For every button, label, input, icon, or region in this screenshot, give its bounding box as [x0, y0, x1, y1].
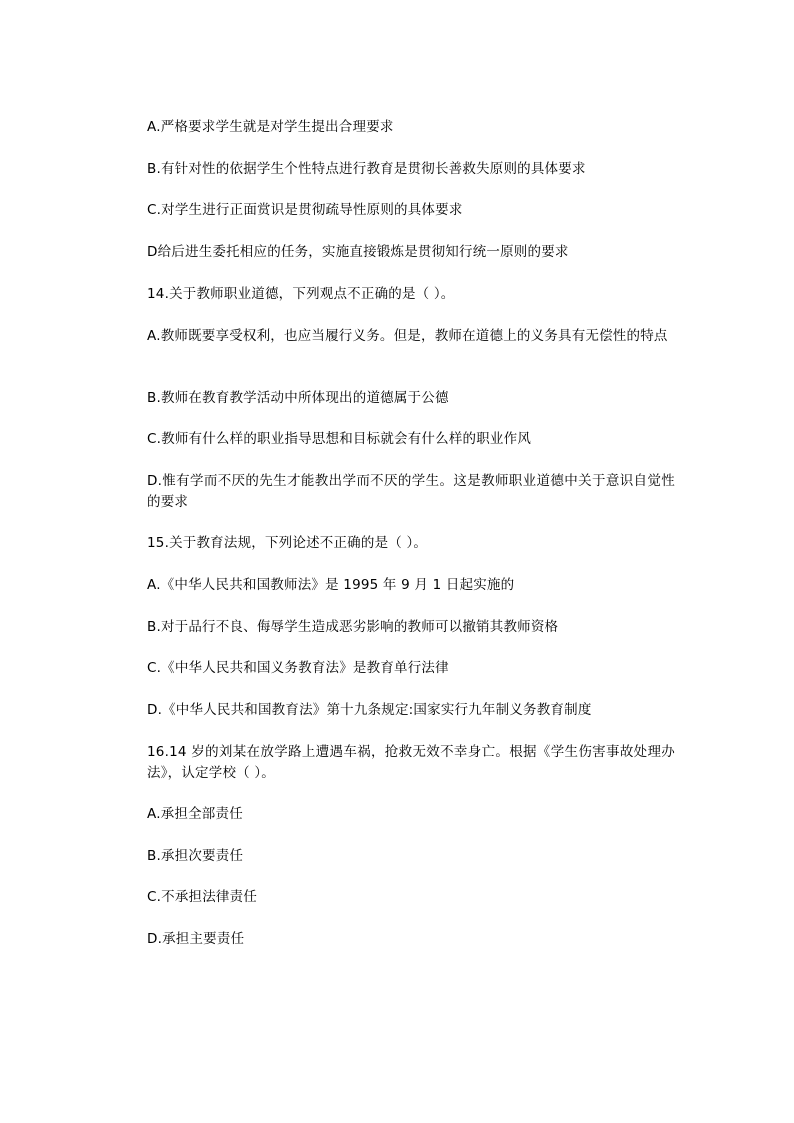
- q15-option-b: B.对于品行不良、侮辱学生造成恶劣影响的教师可以撤销其教师资格: [147, 619, 559, 635]
- q16-option-a: A.承担全部责任: [147, 806, 243, 822]
- q16-option-c: C.不承担法律责任: [147, 889, 258, 905]
- q15-option-a: A.《中华人民共和国教师法》是 1995 年 9 月 1 日起实施的: [147, 577, 515, 593]
- q16-stem: 16.14 岁的刘某在放学路上遭遇车祸，抢救无效不幸身亡。根据《学生伤害事故处理办法》，认定学校（ ）。: [147, 744, 675, 781]
- q14-stem: 14.关于教师职业道德，下列观点不正确的是（ ）。: [147, 286, 455, 302]
- q16-option-b: B.承担次要责任: [147, 848, 244, 864]
- q14-option-a: A.教师既要享受权利，也应当履行义务。但是，教师在道德上的义务具有无偿性的特点: [147, 328, 668, 344]
- q13-option-b: B.有针对性的依据学生个性特点进行教育是贯彻长善救失原则的具体要求: [147, 161, 586, 177]
- q16-option-d: D.承担主要责任: [147, 931, 245, 947]
- q15-option-d: D.《中华人民共和国教育法》第十九条规定:国家实行九年制义务教育制度: [147, 702, 592, 718]
- q13-option-c: C.对学生进行正面赏识是贯彻疏导性原则的具体要求: [147, 202, 463, 218]
- q13-option-d: D给后进生委托相应的任务，实施直接锻炼是贯彻知行统一原则的要求: [147, 244, 569, 260]
- q15-stem: 15.关于教育法规，下列论述不正确的是（ ）。: [147, 535, 428, 551]
- q14-option-c: C.教师有什么样的职业指导思想和目标就会有什么样的职业作风: [147, 431, 532, 447]
- q13-option-a: A.严格要求学生就是对学生提出合理要求: [147, 119, 394, 135]
- q14-option-d: D.惟有学而不厌的先生才能教出学而不厌的学生。这是教师职业道德中关于意识自觉性的要求: [147, 473, 675, 510]
- q14-option-b: B.教师在教育教学活动中所体现出的道德属于公德: [147, 390, 449, 406]
- q15-option-c: C.《中华人民共和国义务教育法》是教育单行法律: [147, 660, 449, 676]
